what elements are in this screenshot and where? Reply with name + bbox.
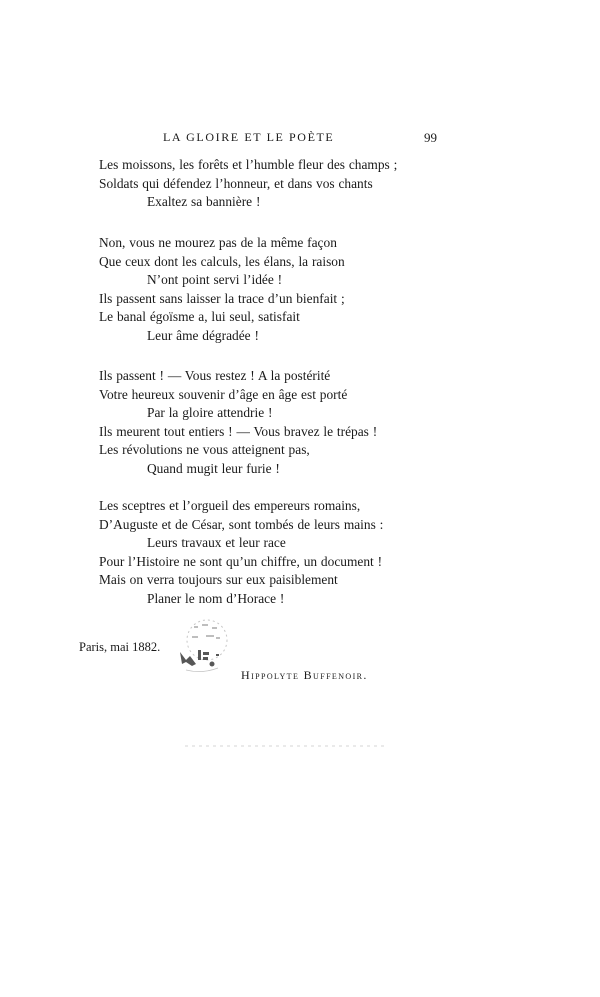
poem-line: Les révolutions ne vous atteignent pas, [99,442,310,457]
paper-smudge [185,744,385,748]
poem-line: Non, vous ne mourez pas de la même façon [99,235,337,250]
poem-line: Ils meurent tout entiers ! — Vous bravez le trépas ! [99,423,378,439]
poem-line: Mais on verra toujours sur eux paisiblement [99,572,338,587]
stanza-3 [99,367,429,478]
poem-line-refrain: Planer le nom d’Horace ! [147,590,285,606]
poem-line: Ils passent ! — Vous restez ! A la postérité [99,368,331,383]
poem-line: Pour l’Histoire ne sont qu’un chiffre, un document ! [99,553,383,569]
running-title: LA GLOIRE ET LE POÈTE [163,130,335,144]
poem-line: Votre heureux souvenir d’âge en âge est porté [99,386,348,402]
poem-line-refrain: Exaltez sa bannière ! [147,194,261,209]
poem-line-refrain: N’ont point servi l’idée ! [147,272,283,287]
poem-line-refrain: Leur âme dégradée ! [147,327,259,343]
stanza-4 [99,497,429,608]
poem-line-refrain: Leurs travaux et leur race [147,535,286,550]
dateline: Paris, mai 1882. [79,640,161,654]
poem-line: Le banal égoïsme a, lui seul, satisfait [99,309,300,324]
stanza-1 [99,156,429,212]
stanza-2 [99,234,429,345]
page-number: 99 [424,130,437,145]
poem-line: D’Auguste et de César, sont tombés de leurs mains : [99,516,384,532]
poem-line: Les sceptres et l’orgueil des empereurs romains, [99,498,361,513]
poem-line: Soldats qui défendez l’honneur, et dans vos chants [99,175,373,191]
poem-line-refrain: Quand mugit leur furie ! [147,460,280,476]
poem-line: Les moissons, les forêts et l’humble fleur des champs ; [99,157,398,172]
poem-line: Ils passent sans laisser la trace d’un bienfait ; [99,290,345,306]
poem-line: Que ceux dont les calculs, les élans, la raison [99,253,345,269]
library-stamp-icon [172,612,242,678]
poem-line-refrain: Par la gloire attendrie ! [147,405,273,420]
author-signature: Hippolyte Buffenoir. [241,668,368,682]
